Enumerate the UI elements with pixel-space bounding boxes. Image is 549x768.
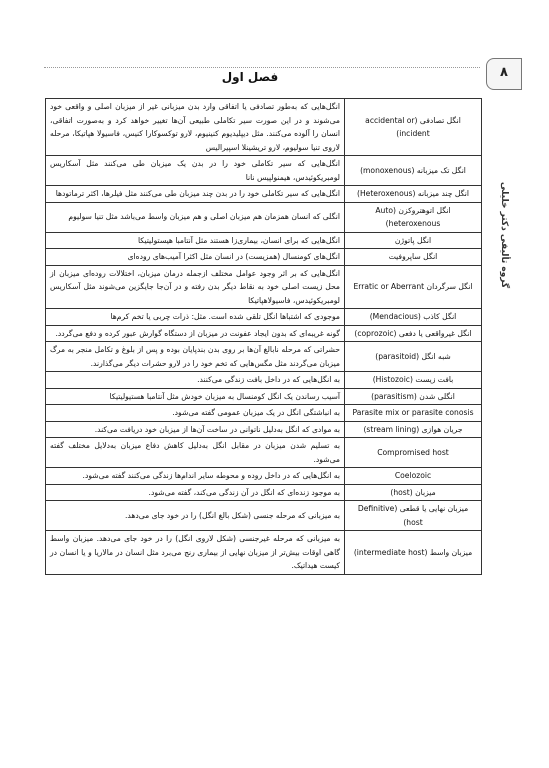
term-cell: جریان هوازی (stream lining) (345, 421, 482, 438)
term-cell: انگل تک میزبانه (monoxenous) (345, 156, 482, 186)
definition-cell: به انگل‌هایی که در داخل روده و محوطه سایر اندام‌ها زندگی می‌کنند گفته می‌شود. (46, 468, 345, 485)
table-row (46, 421, 482, 438)
definition-cell: به میزبانی که مرحله غیرجنسی (شکل لاروی انگل) را در خود جای می‌دهد. میزبان واسط گاهی اوقات بیش‌تر از میزبان نهایی از بیماری رنج می‌برد مثل انسان در مالاریا و یا انسان در کیست هیداتیک. (46, 531, 345, 575)
term-cell: انگل پاتوژن (345, 232, 482, 249)
table-row (46, 531, 482, 575)
term-cell: انگل کاذب (Mendacious) (345, 309, 482, 326)
definition-cell: انگل‌هایی که سیر تکاملی خود را در بدن چند میزبان طی می‌کنند مثل فیلرها، اکثر ترماتودها (46, 186, 345, 203)
term-cell: انگل غیرواقعی یا دفعی (coprozoic) (345, 325, 482, 342)
table-row (46, 388, 482, 405)
table-row (46, 202, 482, 232)
definition-cell: موجودی که اشتباها انگل تلقی شده است. مثل: ذرات چربی یا تخم کرم‌ها (46, 309, 345, 326)
definition-cell: انگل‌های کومنسال (همزیست) در انسان مثل اکثرا آمیب‌های روده‌ای (46, 249, 345, 266)
table-row (46, 99, 482, 156)
page-number-tab (486, 58, 522, 90)
term-cell: انگل ساپروفیت (345, 249, 482, 266)
table-row (46, 501, 482, 531)
definition-cell: انگلی که انسان همزمان هم میزبان اصلی و هم میزبان واسط می‌باشد مثل تنیا سولیوم (46, 202, 345, 232)
term-cell: انگل سرگردان Erratic or Aberrant (345, 265, 482, 309)
term-cell: Coelozoic (345, 468, 482, 485)
page-number: ۸ (500, 65, 508, 80)
glossary-table (45, 98, 482, 575)
table-row (46, 438, 482, 468)
side-label-text: گروه تألیفی دکتر خلیلی (499, 181, 509, 289)
header-rule (44, 67, 480, 68)
definition-cell: به میزبانی که مرحله جنسی (شکل بالغ انگل) را در خود جای می‌دهد. (46, 501, 345, 531)
term-cell: انگلی شدن (parasitism) (345, 388, 482, 405)
definition-cell: گونه غریبه‌ای که بدون ایجاد عفونت در میزبان از دستگاه گوارش عبور کرده و دفع می‌گردد. (46, 325, 345, 342)
definition-cell: به تسلیم شدن میزبان در مقابل انگل به‌دلیل کاهش دفاع میزبان به‌دلایل مختلف گفته می‌شود. (46, 438, 345, 468)
table-row (46, 265, 482, 309)
term-cell: بافت زیست (Histozoic) (345, 372, 482, 389)
table-row (46, 342, 482, 372)
term-cell: انگل تصادفی (accidental or incident) (345, 99, 482, 156)
table-row (46, 484, 482, 501)
table-row (46, 325, 482, 342)
term-cell: انگل اتوهتروکزن (Auto heteroxenous) (345, 202, 482, 232)
term-cell: شبه انگل (parasitoid) (345, 342, 482, 372)
table-row (46, 468, 482, 485)
definition-cell: به انگل‌هایی که در داخل بافت زندگی می‌کنند. (46, 372, 345, 389)
table-row (46, 249, 482, 266)
term-cell: میزبان (host) (345, 484, 482, 501)
table-row (46, 232, 482, 249)
definition-cell: انگل‌هایی که بر اثر وجود عوامل مختلف ازجمله درمان میزبان، اختلالات روده‌ای میزبان از محل زیست اصلی خود به نقاط دیگر بدن رفته و در آن‌جا جایگزین می‌شوند مثل آسکاریس لومبریکوئیدس، فاسیولاهپاتیکا (46, 265, 345, 309)
definition-cell: انگل‌هایی که سیر تکاملی خود را در بدن یک میزبان طی می‌کنند مثل آسکاریس لومبریکوئیدس، هیمنولپیس نانا (46, 156, 345, 186)
side-label (493, 100, 515, 370)
definition-cell: به موجود زنده‌ای که انگل در آن زندگی می‌کند، گفته می‌شود. (46, 484, 345, 501)
term-cell: میزبان واسط (intermediate host) (345, 531, 482, 575)
definition-cell: به انباشتگی انگل در یک میزبان عمومی گفته می‌شود. (46, 405, 345, 422)
definition-cell: انگل‌هایی که به‌طور تصادفی یا اتفاقی وارد بدن میزبانی غیر از میزبان اصلی و واقعی خود می‌شوند و در این صورت سیر تکاملی طبیعی آن‌ها تغییر خواهد کرد و به‌صورت اتفاقی، انسان را آلوده می‌کنند. مثل دیپلیدیوم کنینیوم، لارو توکسوکارا کنیس، فاسیولا هپاتیکا، مرحله لاروی تنیا سولیوم، لارو تریشینلا اسپیرالیس (46, 99, 345, 156)
term-cell: Parasite mix or parasite conosis (345, 405, 482, 422)
definition-cell: آسیب رساندن یک انگل کومنسال به میزبان خودش مثل آنتامبا هستیولیتیکا (46, 388, 345, 405)
table-row (46, 309, 482, 326)
term-cell: انگل چند میزبانه (Heteroxenous) (345, 186, 482, 203)
table-row (46, 372, 482, 389)
term-cell: Compromised host (345, 438, 482, 468)
chapter-title: فصل اول (221, 70, 279, 84)
definition-cell: انگل‌هایی که برای انسان، بیماری‌زا هستند مثل آنتامبا هیستولیتیکا (46, 232, 345, 249)
term-cell: میزبان نهایی یا قطعی (Definitive host) (345, 501, 482, 531)
table-row (46, 405, 482, 422)
table-row (46, 186, 482, 203)
definition-cell: به موادی که انگل به‌دلیل ناتوانی در ساخت آن‌ها از میزبان خود دریافت می‌کند. (46, 421, 345, 438)
table-row (46, 156, 482, 186)
definition-cell: حشراتی که مرحله نابالغ آن‌ها بر روی بدن بندپایان بوده و پس از بلوغ و تکامل منجر به مرگ میزبان می‌گردند مثل مگس‌هایی که تخم خود را در لارو حشرات دیگر می‌گذارند. (46, 342, 345, 372)
